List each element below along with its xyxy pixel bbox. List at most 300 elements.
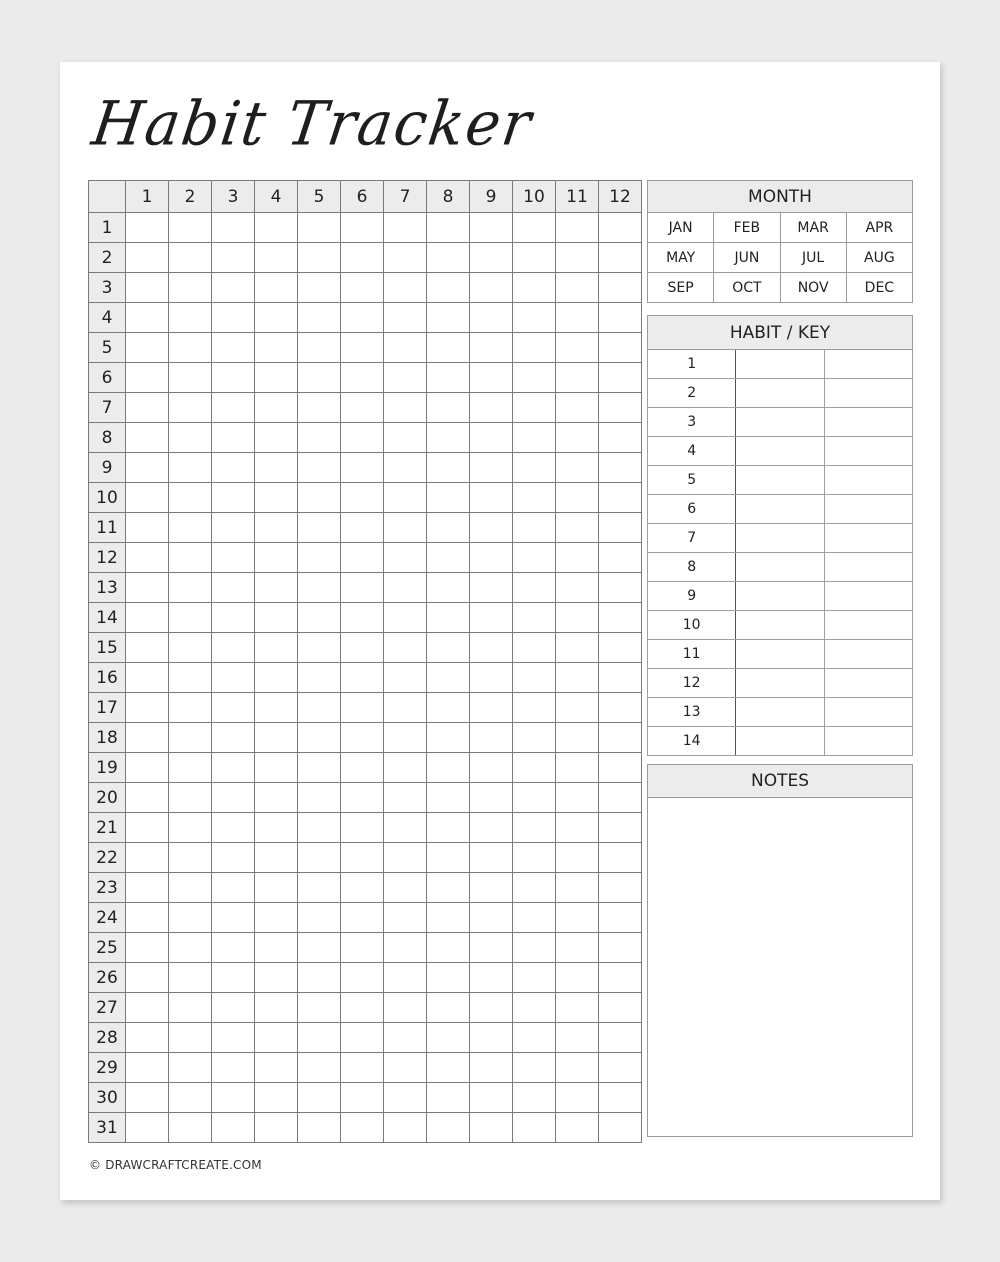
tracker-cell[interactable]	[298, 363, 341, 393]
tracker-cell[interactable]	[255, 243, 298, 273]
tracker-cell[interactable]	[384, 1113, 427, 1143]
tracker-cell[interactable]	[298, 603, 341, 633]
tracker-cell[interactable]	[513, 603, 556, 633]
tracker-cell[interactable]	[212, 963, 255, 993]
tracker-cell[interactable]	[169, 483, 212, 513]
tracker-cell[interactable]	[212, 813, 255, 843]
tracker-cell[interactable]	[556, 843, 599, 873]
tracker-cell[interactable]	[470, 483, 513, 513]
tracker-cell[interactable]	[556, 633, 599, 663]
tracker-cell[interactable]	[556, 1023, 599, 1053]
tracker-cell[interactable]	[341, 1023, 384, 1053]
tracker-cell[interactable]	[384, 513, 427, 543]
tracker-cell[interactable]	[255, 693, 298, 723]
tracker-cell[interactable]	[513, 783, 556, 813]
tracker-cell[interactable]	[341, 453, 384, 483]
tracker-cell[interactable]	[427, 543, 470, 573]
month-option[interactable]: MAY	[648, 243, 714, 273]
tracker-cell[interactable]	[298, 513, 341, 543]
tracker-cell[interactable]	[169, 903, 212, 933]
tracker-cell[interactable]	[255, 633, 298, 663]
tracker-cell[interactable]	[470, 1083, 513, 1113]
tracker-cell[interactable]	[513, 243, 556, 273]
tracker-cell[interactable]	[427, 933, 470, 963]
tracker-cell[interactable]	[298, 423, 341, 453]
tracker-cell[interactable]	[341, 933, 384, 963]
tracker-cell[interactable]	[470, 303, 513, 333]
tracker-cell[interactable]	[556, 573, 599, 603]
tracker-cell[interactable]	[599, 813, 642, 843]
tracker-cell[interactable]	[599, 243, 642, 273]
tracker-cell[interactable]	[556, 693, 599, 723]
habit-key-field[interactable]	[824, 698, 912, 727]
tracker-cell[interactable]	[169, 423, 212, 453]
habit-key-field[interactable]	[824, 669, 912, 698]
tracker-cell[interactable]	[384, 333, 427, 363]
tracker-cell[interactable]	[255, 603, 298, 633]
tracker-cell[interactable]	[255, 213, 298, 243]
tracker-cell[interactable]	[255, 333, 298, 363]
tracker-cell[interactable]	[513, 333, 556, 363]
tracker-cell[interactable]	[341, 573, 384, 603]
tracker-cell[interactable]	[169, 993, 212, 1023]
tracker-cell[interactable]	[470, 213, 513, 243]
tracker-cell[interactable]	[169, 573, 212, 603]
tracker-cell[interactable]	[384, 663, 427, 693]
tracker-cell[interactable]	[341, 243, 384, 273]
tracker-cell[interactable]	[255, 543, 298, 573]
habit-name-field[interactable]	[736, 350, 824, 379]
tracker-cell[interactable]	[427, 813, 470, 843]
habit-key-field[interactable]	[824, 437, 912, 466]
tracker-cell[interactable]	[513, 273, 556, 303]
tracker-cell[interactable]	[384, 933, 427, 963]
habit-name-field[interactable]	[736, 437, 824, 466]
tracker-cell[interactable]	[126, 273, 169, 303]
tracker-cell[interactable]	[126, 423, 169, 453]
tracker-cell[interactable]	[599, 633, 642, 663]
tracker-cell[interactable]	[212, 273, 255, 303]
tracker-cell[interactable]	[513, 363, 556, 393]
tracker-cell[interactable]	[599, 933, 642, 963]
tracker-cell[interactable]	[298, 663, 341, 693]
tracker-cell[interactable]	[298, 993, 341, 1023]
tracker-cell[interactable]	[599, 1113, 642, 1143]
tracker-cell[interactable]	[169, 1023, 212, 1053]
tracker-cell[interactable]	[169, 1113, 212, 1143]
tracker-cell[interactable]	[126, 303, 169, 333]
tracker-cell[interactable]	[384, 783, 427, 813]
tracker-cell[interactable]	[212, 663, 255, 693]
tracker-cell[interactable]	[298, 903, 341, 933]
tracker-cell[interactable]	[341, 213, 384, 243]
tracker-cell[interactable]	[298, 813, 341, 843]
tracker-cell[interactable]	[126, 453, 169, 483]
tracker-cell[interactable]	[556, 933, 599, 963]
tracker-cell[interactable]	[126, 483, 169, 513]
tracker-cell[interactable]	[599, 1053, 642, 1083]
tracker-cell[interactable]	[384, 483, 427, 513]
tracker-cell[interactable]	[384, 813, 427, 843]
tracker-cell[interactable]	[126, 333, 169, 363]
tracker-cell[interactable]	[513, 1113, 556, 1143]
tracker-cell[interactable]	[470, 933, 513, 963]
tracker-cell[interactable]	[427, 963, 470, 993]
tracker-cell[interactable]	[556, 453, 599, 483]
habit-name-field[interactable]	[736, 379, 824, 408]
habit-name-field[interactable]	[736, 524, 824, 553]
tracker-cell[interactable]	[298, 633, 341, 663]
tracker-cell[interactable]	[255, 873, 298, 903]
tracker-cell[interactable]	[470, 543, 513, 573]
tracker-cell[interactable]	[169, 663, 212, 693]
tracker-cell[interactable]	[513, 1023, 556, 1053]
tracker-cell[interactable]	[513, 933, 556, 963]
tracker-cell[interactable]	[255, 993, 298, 1023]
tracker-cell[interactable]	[599, 453, 642, 483]
tracker-cell[interactable]	[212, 873, 255, 903]
tracker-cell[interactable]	[427, 693, 470, 723]
tracker-cell[interactable]	[169, 213, 212, 243]
tracker-cell[interactable]	[212, 1023, 255, 1053]
tracker-cell[interactable]	[212, 483, 255, 513]
tracker-cell[interactable]	[513, 753, 556, 783]
tracker-cell[interactable]	[341, 603, 384, 633]
tracker-cell[interactable]	[255, 363, 298, 393]
tracker-cell[interactable]	[341, 783, 384, 813]
tracker-cell[interactable]	[169, 303, 212, 333]
tracker-cell[interactable]	[341, 423, 384, 453]
tracker-cell[interactable]	[470, 753, 513, 783]
tracker-cell[interactable]	[126, 753, 169, 783]
tracker-cell[interactable]	[470, 243, 513, 273]
tracker-cell[interactable]	[298, 1023, 341, 1053]
tracker-cell[interactable]	[556, 1083, 599, 1113]
tracker-cell[interactable]	[341, 993, 384, 1023]
tracker-cell[interactable]	[298, 273, 341, 303]
tracker-cell[interactable]	[298, 573, 341, 603]
tracker-cell[interactable]	[126, 1083, 169, 1113]
month-option[interactable]: OCT	[714, 273, 780, 303]
tracker-cell[interactable]	[599, 663, 642, 693]
tracker-cell[interactable]	[298, 213, 341, 243]
tracker-cell[interactable]	[169, 633, 212, 663]
tracker-cell[interactable]	[470, 903, 513, 933]
tracker-cell[interactable]	[341, 303, 384, 333]
tracker-cell[interactable]	[599, 963, 642, 993]
tracker-cell[interactable]	[384, 213, 427, 243]
tracker-cell[interactable]	[556, 543, 599, 573]
tracker-cell[interactable]	[212, 843, 255, 873]
tracker-cell[interactable]	[126, 603, 169, 633]
tracker-cell[interactable]	[126, 543, 169, 573]
tracker-cell[interactable]	[126, 663, 169, 693]
tracker-cell[interactable]	[341, 963, 384, 993]
tracker-cell[interactable]	[513, 663, 556, 693]
tracker-cell[interactable]	[255, 573, 298, 603]
tracker-cell[interactable]	[298, 873, 341, 903]
tracker-cell[interactable]	[298, 1113, 341, 1143]
tracker-cell[interactable]	[255, 303, 298, 333]
tracker-cell[interactable]	[513, 633, 556, 663]
tracker-cell[interactable]	[341, 273, 384, 303]
tracker-cell[interactable]	[126, 1023, 169, 1053]
tracker-cell[interactable]	[556, 333, 599, 363]
tracker-cell[interactable]	[599, 333, 642, 363]
tracker-cell[interactable]	[470, 453, 513, 483]
month-option[interactable]: MAR	[780, 213, 846, 243]
tracker-cell[interactable]	[341, 753, 384, 783]
tracker-cell[interactable]	[556, 1113, 599, 1143]
tracker-cell[interactable]	[169, 723, 212, 753]
tracker-cell[interactable]	[556, 483, 599, 513]
tracker-cell[interactable]	[169, 243, 212, 273]
tracker-cell[interactable]	[341, 843, 384, 873]
tracker-cell[interactable]	[126, 813, 169, 843]
habit-key-field[interactable]	[824, 379, 912, 408]
month-option[interactable]: NOV	[780, 273, 846, 303]
tracker-cell[interactable]	[599, 423, 642, 453]
tracker-cell[interactable]	[384, 303, 427, 333]
tracker-cell[interactable]	[212, 213, 255, 243]
tracker-cell[interactable]	[599, 1083, 642, 1113]
tracker-cell[interactable]	[384, 1023, 427, 1053]
tracker-cell[interactable]	[341, 513, 384, 543]
tracker-cell[interactable]	[212, 633, 255, 663]
tracker-cell[interactable]	[298, 243, 341, 273]
tracker-cell[interactable]	[470, 963, 513, 993]
tracker-cell[interactable]	[513, 723, 556, 753]
tracker-cell[interactable]	[212, 1053, 255, 1083]
tracker-cell[interactable]	[556, 423, 599, 453]
tracker-cell[interactable]	[126, 243, 169, 273]
tracker-cell[interactable]	[298, 723, 341, 753]
tracker-cell[interactable]	[599, 903, 642, 933]
tracker-cell[interactable]	[513, 1083, 556, 1113]
tracker-cell[interactable]	[126, 993, 169, 1023]
tracker-cell[interactable]	[599, 1023, 642, 1053]
tracker-cell[interactable]	[384, 603, 427, 633]
tracker-cell[interactable]	[384, 633, 427, 663]
tracker-cell[interactable]	[126, 843, 169, 873]
tracker-cell[interactable]	[212, 933, 255, 963]
tracker-cell[interactable]	[341, 873, 384, 903]
habit-key-field[interactable]	[824, 466, 912, 495]
tracker-cell[interactable]	[599, 273, 642, 303]
tracker-cell[interactable]	[599, 513, 642, 543]
tracker-cell[interactable]	[298, 543, 341, 573]
tracker-cell[interactable]	[341, 633, 384, 663]
month-option[interactable]: JUN	[714, 243, 780, 273]
tracker-cell[interactable]	[427, 903, 470, 933]
tracker-cell[interactable]	[556, 213, 599, 243]
tracker-cell[interactable]	[341, 393, 384, 423]
tracker-cell[interactable]	[599, 843, 642, 873]
tracker-cell[interactable]	[341, 723, 384, 753]
tracker-cell[interactable]	[513, 963, 556, 993]
tracker-cell[interactable]	[513, 573, 556, 603]
tracker-cell[interactable]	[255, 963, 298, 993]
tracker-cell[interactable]	[298, 1083, 341, 1113]
tracker-cell[interactable]	[427, 363, 470, 393]
habit-name-field[interactable]	[736, 669, 824, 698]
tracker-cell[interactable]	[427, 993, 470, 1023]
tracker-cell[interactable]	[255, 423, 298, 453]
tracker-cell[interactable]	[470, 663, 513, 693]
tracker-cell[interactable]	[341, 1083, 384, 1113]
month-option[interactable]: APR	[846, 213, 912, 243]
tracker-cell[interactable]	[384, 423, 427, 453]
tracker-cell[interactable]	[599, 723, 642, 753]
tracker-cell[interactable]	[556, 363, 599, 393]
tracker-cell[interactable]	[384, 393, 427, 423]
tracker-cell[interactable]	[470, 363, 513, 393]
month-option[interactable]: DEC	[846, 273, 912, 303]
tracker-cell[interactable]	[341, 543, 384, 573]
tracker-cell[interactable]	[298, 1053, 341, 1083]
tracker-cell[interactable]	[599, 753, 642, 783]
habit-key-field[interactable]	[824, 495, 912, 524]
tracker-cell[interactable]	[126, 1113, 169, 1143]
tracker-cell[interactable]	[427, 453, 470, 483]
tracker-cell[interactable]	[427, 1053, 470, 1083]
tracker-cell[interactable]	[470, 783, 513, 813]
month-option[interactable]: SEP	[648, 273, 714, 303]
tracker-cell[interactable]	[556, 513, 599, 543]
tracker-cell[interactable]	[298, 303, 341, 333]
tracker-cell[interactable]	[212, 363, 255, 393]
tracker-cell[interactable]	[212, 1113, 255, 1143]
tracker-cell[interactable]	[384, 573, 427, 603]
tracker-cell[interactable]	[212, 423, 255, 453]
habit-key-field[interactable]	[824, 582, 912, 611]
tracker-cell[interactable]	[255, 783, 298, 813]
tracker-cell[interactable]	[212, 393, 255, 423]
tracker-cell[interactable]	[255, 513, 298, 543]
tracker-cell[interactable]	[384, 273, 427, 303]
tracker-cell[interactable]	[470, 1053, 513, 1083]
tracker-cell[interactable]	[427, 663, 470, 693]
tracker-cell[interactable]	[341, 333, 384, 363]
tracker-cell[interactable]	[384, 963, 427, 993]
tracker-cell[interactable]	[384, 453, 427, 483]
tracker-cell[interactable]	[126, 1053, 169, 1083]
tracker-cell[interactable]	[470, 873, 513, 903]
tracker-cell[interactable]	[470, 723, 513, 753]
tracker-cell[interactable]	[169, 873, 212, 903]
tracker-cell[interactable]	[427, 843, 470, 873]
tracker-cell[interactable]	[126, 633, 169, 663]
tracker-cell[interactable]	[599, 483, 642, 513]
tracker-cell[interactable]	[599, 993, 642, 1023]
tracker-cell[interactable]	[212, 333, 255, 363]
tracker-cell[interactable]	[513, 423, 556, 453]
tracker-cell[interactable]	[126, 723, 169, 753]
tracker-cell[interactable]	[126, 513, 169, 543]
tracker-cell[interactable]	[169, 543, 212, 573]
tracker-cell[interactable]	[384, 693, 427, 723]
tracker-cell[interactable]	[212, 903, 255, 933]
tracker-cell[interactable]	[513, 543, 556, 573]
tracker-cell[interactable]	[556, 903, 599, 933]
tracker-cell[interactable]	[126, 213, 169, 243]
tracker-cell[interactable]	[513, 393, 556, 423]
tracker-cell[interactable]	[427, 333, 470, 363]
tracker-cell[interactable]	[384, 993, 427, 1023]
month-option[interactable]: JUL	[780, 243, 846, 273]
tracker-cell[interactable]	[427, 603, 470, 633]
tracker-cell[interactable]	[599, 393, 642, 423]
tracker-cell[interactable]	[341, 813, 384, 843]
month-option[interactable]: JAN	[648, 213, 714, 243]
tracker-cell[interactable]	[255, 1113, 298, 1143]
tracker-cell[interactable]	[212, 513, 255, 543]
habit-key-field[interactable]	[824, 553, 912, 582]
habit-name-field[interactable]	[736, 495, 824, 524]
habit-key-field[interactable]	[824, 727, 912, 756]
tracker-cell[interactable]	[470, 273, 513, 303]
tracker-cell[interactable]	[298, 963, 341, 993]
habit-name-field[interactable]	[736, 553, 824, 582]
month-option[interactable]: AUG	[846, 243, 912, 273]
tracker-cell[interactable]	[427, 753, 470, 783]
tracker-cell[interactable]	[255, 663, 298, 693]
tracker-cell[interactable]	[212, 303, 255, 333]
tracker-cell[interactable]	[169, 933, 212, 963]
tracker-cell[interactable]	[212, 453, 255, 483]
tracker-cell[interactable]	[298, 843, 341, 873]
tracker-cell[interactable]	[212, 993, 255, 1023]
tracker-cell[interactable]	[384, 753, 427, 783]
tracker-cell[interactable]	[470, 513, 513, 543]
habit-name-field[interactable]	[736, 582, 824, 611]
tracker-cell[interactable]	[427, 1083, 470, 1113]
tracker-cell[interactable]	[341, 663, 384, 693]
tracker-cell[interactable]	[470, 423, 513, 453]
habit-name-field[interactable]	[736, 640, 824, 669]
tracker-cell[interactable]	[169, 513, 212, 543]
tracker-cell[interactable]	[599, 303, 642, 333]
tracker-cell[interactable]	[513, 213, 556, 243]
tracker-cell[interactable]	[255, 453, 298, 483]
tracker-cell[interactable]	[255, 933, 298, 963]
tracker-cell[interactable]	[513, 453, 556, 483]
tracker-cell[interactable]	[212, 783, 255, 813]
tracker-cell[interactable]	[470, 1113, 513, 1143]
tracker-cell[interactable]	[427, 303, 470, 333]
tracker-cell[interactable]	[427, 1113, 470, 1143]
tracker-cell[interactable]	[470, 813, 513, 843]
tracker-cell[interactable]	[341, 483, 384, 513]
tracker-cell[interactable]	[298, 393, 341, 423]
tracker-cell[interactable]	[513, 873, 556, 903]
tracker-cell[interactable]	[212, 603, 255, 633]
tracker-cell[interactable]	[255, 483, 298, 513]
habit-key-field[interactable]	[824, 350, 912, 379]
tracker-cell[interactable]	[513, 903, 556, 933]
tracker-cell[interactable]	[169, 363, 212, 393]
tracker-cell[interactable]	[556, 963, 599, 993]
tracker-cell[interactable]	[513, 513, 556, 543]
tracker-cell[interactable]	[384, 873, 427, 903]
tracker-cell[interactable]	[169, 783, 212, 813]
tracker-cell[interactable]	[341, 903, 384, 933]
tracker-cell[interactable]	[169, 843, 212, 873]
tracker-cell[interactable]	[470, 393, 513, 423]
tracker-cell[interactable]	[169, 1083, 212, 1113]
tracker-cell[interactable]	[212, 753, 255, 783]
tracker-cell[interactable]	[169, 273, 212, 303]
